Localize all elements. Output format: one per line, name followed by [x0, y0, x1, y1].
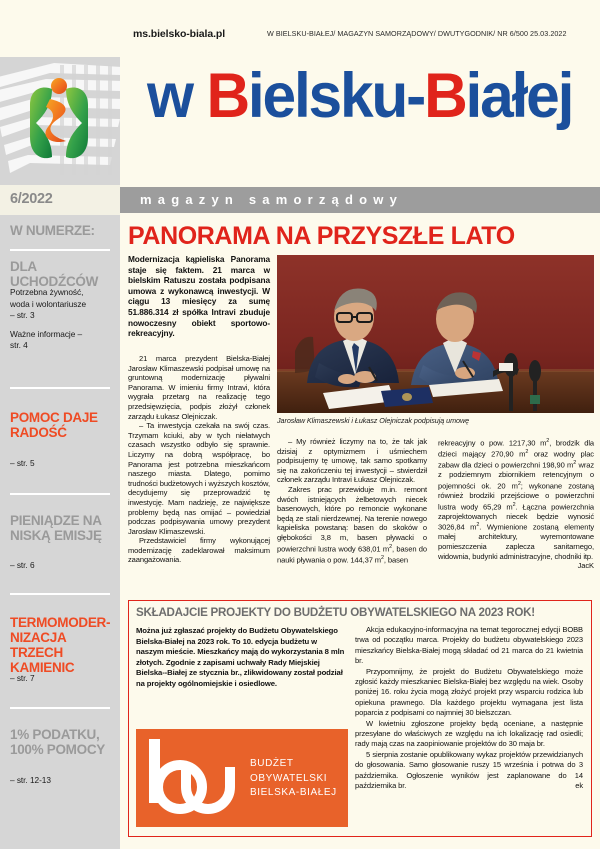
- sidebar-item-0-lines: [10, 287, 114, 352]
- bobb-logo-text: [250, 757, 337, 801]
- masthead-b1: B: [206, 61, 248, 131]
- paragraph-part: rekreacyjny o pow. 1217,30 m: [438, 438, 547, 448]
- budget-box-lead: Można już zgłaszać projekty do Budżetu Obywatelskiego Bielska-Białej na 2023 rok. To 10. edycja budżetu w naszym mieście. Mieszkańcy mają do wykorzystania 8 mln złotych. Zgodnie z zapisami uchwały Rady Miejskiej Bielska--Białej ze stycznia br., zlikwidowany został podział na projekty ogólnomiejskie i osiedlowe.: [136, 626, 345, 688]
- sidebar-page-ref: str. 4: [10, 340, 28, 350]
- superscript: 2: [517, 480, 521, 487]
- paragraph-part: oraz wodny plac zabaw dla dzieci o powierzchni 198,90 m: [438, 449, 594, 470]
- paragraph: [355, 750, 583, 792]
- article-headline: PANORAMA NA PRZYSZŁE LATO: [128, 222, 515, 250]
- superscript: 2: [573, 460, 577, 467]
- sidebar-page-ref: – str. 3: [10, 310, 35, 320]
- paragraph-part: , basen: [383, 555, 408, 565]
- sidebar-divider-4: [10, 593, 110, 595]
- article-column-3: [438, 437, 594, 571]
- masthead: [0, 57, 600, 185]
- sidebar-item-2-page-ref: – str. 6: [10, 560, 35, 570]
- sidebar-item-dla-uchodzcow[interactable]: DLA UCHODŹCÓW: [10, 259, 99, 289]
- bobb-line-1: BUDŻET: [250, 758, 294, 769]
- sidebar-item-termomodernizacja[interactable]: TERMOMODER- NIZACJA TRZECH KAMIENIC: [10, 615, 111, 675]
- superscript: 2: [380, 554, 384, 561]
- sidebar-item-4-page-ref: – str. 12-13: [10, 775, 51, 785]
- article-lead-paragraph: [128, 254, 270, 339]
- budget-box-heading: SKŁADAJCIE PROJEKTY DO BUDŻETU OBYWATELSKIEGO NA 2023 ROK!: [136, 606, 535, 619]
- author-signature: JacK: [577, 561, 594, 571]
- sidebar-divider-3: [10, 493, 110, 495]
- photo-caption: Jarosław Klimaszewski i Łukasz Olejniczak podpisują umowę: [277, 416, 470, 425]
- masthead-wordmark: w Bielsku-Białej: [147, 61, 573, 131]
- article-column-2: [277, 437, 427, 565]
- subtitle-banner: [120, 187, 600, 213]
- subtitle-text: magazyn samorządowy: [140, 192, 404, 207]
- bobb-line-3: BIELSKA-BIAŁEJ: [250, 787, 337, 798]
- bielsko-biala-logo-icon: [22, 75, 96, 167]
- website-url[interactable]: ms.bielsko-biala.pl: [133, 28, 226, 40]
- article-photo: [277, 255, 594, 413]
- paragraph-part: ; wykonane zostaną również brodziki przejściowe o powierzchni lustra wody 65,29 m: [438, 481, 595, 512]
- paragraph: [438, 437, 595, 571]
- superscript: 2: [525, 449, 529, 456]
- logo-panel: [0, 57, 120, 185]
- superscript: 2: [389, 543, 392, 550]
- paragraph-part: wraz z podziemnym zbiornikiem retencyjnym o pojemności ok. 20 m: [438, 460, 594, 491]
- lead-text: Modernizacja kąpieliska Panorama staje się faktem. 21 marca w bielskim Ratuszu została podpisana umowa z wykonawcą inwestycji. W ciągu 13 miesięcy za sumę 51.886.314 zł spółka Intravi zbuduje nowoczesny obiekt sportowo-rekreacyjny.: [128, 254, 270, 339]
- paragraph: Przypomnijmy, że projekt do Budżetu Obywatelskiego może zgłosić każdy mieszkaniec Bielska-Białej bez względu na wiek. Osoby poniżej 16. roku życia mogą złożyć projekt przy wsparciu rodzica lub opiekuna prawnego. Dla każdego projektu wymagana jest lista poparcia z podpisami co najmniej 30 bielszczan.: [355, 666, 583, 718]
- sidebar-line: woda i wolontariusze: [10, 298, 87, 309]
- paragraph-part: , brodzik dla dzieci mający 270,90 m: [438, 438, 595, 459]
- paragraph: – My również liczymy na to, że tak jak dzisiaj z optymizmem i uśmiechem podpisujemy tę umowę, tak samo spotkamy się na zakończeniu tej inwestycji – stwierdził członek zarządu Intravi Łukasz Olejniczak.: [277, 437, 427, 485]
- sidebar-item-pomoc-daje-radosc[interactable]: POMOC DAJE RADOŚĆ: [10, 410, 98, 440]
- superscript: 2: [512, 501, 516, 508]
- top-header-bar: [0, 0, 600, 57]
- sidebar-item-1-page-ref: – str. 5: [10, 458, 35, 468]
- bobb-logo: [136, 729, 348, 827]
- paragraph: [277, 485, 427, 565]
- sidebar-item-1-procent-podatku[interactable]: 1% PODATKU, 100% POMOCY: [10, 727, 105, 757]
- paragraph-part: 5 sierpnia zostanie opublikowany wykaz projektów przewidzianych do głosowania. Samo głosowanie ruszy 15 września i potrwa do 3 października. Ogłoszenie wyników jest zaplanowane do 14 października br.: [355, 749, 583, 791]
- paragraph-part: . Wymienione zostaną elementy małej architektury, wyremontowane pomieszczenia zaplecza sanitarnego, widownia, budynki administracyjne, chodniki itp.: [438, 522, 595, 561]
- paragraph: 21 marca prezydent Bielska-Białej Jarosław Klimaszewski podpisał umowę na gruntowną modernizację pływalni Panorama. W imieniu firmy Intravi, która wygrała przetarg na realizację tego przedsięwzięcia, podpis złożył członek zarządu Łukasz Olejniczak.: [128, 354, 270, 421]
- sidebar-divider-2: [10, 387, 110, 389]
- subtitle-bar: [0, 185, 600, 215]
- author-signature: ek: [575, 781, 583, 791]
- paragraph: – Ta inwestycja czekała na swój czas. Trzymam kciuki, aby w tych niełatwych czasach wszystko odbyło się sprawnie. Liczymy na dobrą współpracę, bo Panorama jest potrzebna mieszkańcom naszego miasta. Dlatego, pomimo trudności budżetowych i wyższych kosztów, decydujemy się przeprowadzić tę inwestycję. Mam nadzieję, ze największe problemy będą nas omijać – powiedział podczas podpisywania umowy prezydent Jarosław Klimaszewski.: [128, 421, 270, 536]
- sidebar-divider-5: [10, 707, 110, 709]
- budget-announcement-box: [128, 600, 592, 837]
- signing-ceremony-photo: [277, 255, 594, 413]
- bobb-line-2: OBYWATELSKI: [250, 772, 328, 784]
- paragraph: W kwietniu zgłoszone projekty będą oceniane, a następnie przesyłane do właściwych ze względu na ich lokalizację rad osiedli; rady mają czas na zaopiniowanie projektów do 30 maja br.: [355, 718, 583, 749]
- masthead-info-line: W BIELSKU-BIAŁEJ/ MAGAZYN SAMORZĄDOWY/ DWUTYGODNIK/ NR 6/500 25.03.2022: [267, 29, 567, 38]
- superscript: 2: [476, 522, 480, 529]
- budget-box-body: [355, 625, 583, 792]
- paragraph-part: Zakres prac przewiduje m.in. remont dwóch istniejących żelbetowych niecek basenowych, które po remoncie wykonane będą ze stali nierdzewnej. Na terenie nowego kąpieliska powstaną: basen do skoków o głębokości 3,8 m, basen pływacki o powierzchni lustra wody 638,01 m: [277, 484, 427, 554]
- article-column-1: [128, 354, 270, 565]
- paragraph-part: , basen do nauki pływania o pow. 144,37 m: [277, 544, 428, 565]
- issue-number: 6/2022: [10, 191, 53, 207]
- paragraph-part: . Łączna powierzchnia zaprojektowanych niecek będzie wynosić 3026,84 m: [438, 502, 594, 532]
- superscript: 2: [546, 438, 550, 444]
- sidebar-title: W NUMERZE:: [10, 223, 95, 238]
- sidebar-line: Ważne informacje –: [10, 328, 83, 339]
- paragraph: Przedstawiciel firmy wykonującej modernizację zadeklarował maksimum zaangażowania.: [128, 536, 270, 565]
- sidebar-line: Potrzebna żywność,: [10, 287, 84, 297]
- masthead-title: [120, 57, 600, 185]
- sidebar-item-pieniadze-na-niska-emisje[interactable]: PIENIĄDZE NA NISKĄ EMISJĘ: [10, 513, 102, 543]
- sidebar-item-3-page-ref: – str. 7: [10, 673, 35, 683]
- issue-panel: [0, 185, 120, 215]
- sidebar-divider-1: [10, 249, 110, 251]
- paragraph: Akcja edukacyjno-informacyjna na temat tegorocznej edycji BOBB trwa od początku marca. Projekty do budżetu obywatelskiego 2023 mieszkańcy Bielska-Białej mogą składać od 21 marca do 21 kwietnia br.: [355, 625, 583, 666]
- sidebar-contents: [0, 215, 120, 849]
- masthead-b2: B: [424, 61, 466, 131]
- sidebar-spacer: [10, 322, 114, 329]
